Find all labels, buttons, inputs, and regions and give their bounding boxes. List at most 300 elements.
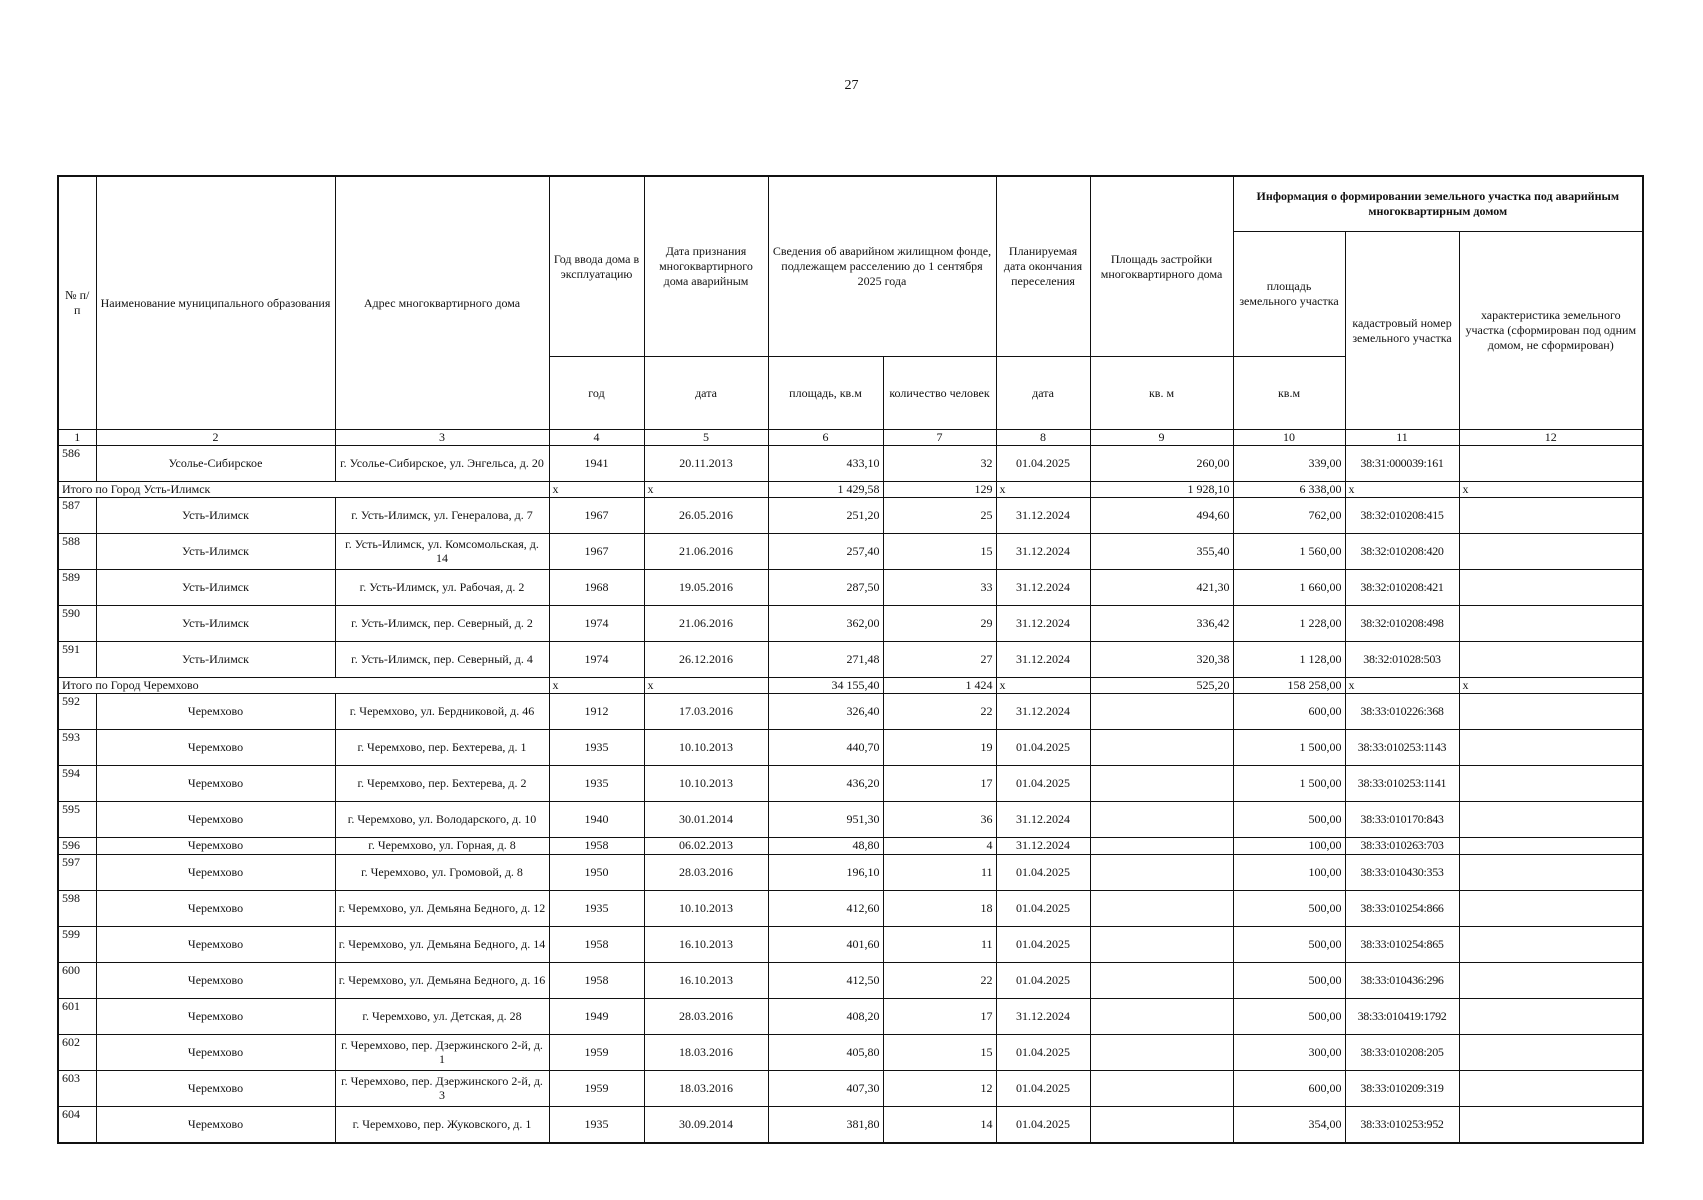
people-cell: 11	[883, 855, 996, 891]
table-row	[58, 999, 1643, 1035]
table-row	[58, 802, 1643, 838]
municipality-cell: Черемхово	[96, 855, 335, 891]
municipality-cell: Усть-Илимск	[96, 570, 335, 606]
header-fund-info: Сведения об аварийном жилищном фонде, подлежащем расселению до 1 сентября 2025 года	[768, 176, 996, 357]
table-row	[58, 963, 1643, 999]
people-cell: 17	[883, 766, 996, 802]
row-index: 594	[58, 766, 96, 802]
area-cell: 48,80	[768, 838, 883, 855]
built-area-cell: 421,30	[1090, 570, 1233, 606]
column-number: 3	[335, 430, 549, 446]
header-index: № п/п	[58, 176, 96, 430]
cadastral-cell: 38:33:010208:205	[1345, 1035, 1459, 1071]
built-area-cell	[1090, 802, 1233, 838]
people-cell: 12	[883, 1071, 996, 1107]
municipality-cell: Черемхово	[96, 766, 335, 802]
year-cell: 1967	[549, 534, 644, 570]
recognition-date-cell: 18.03.2016	[644, 1035, 768, 1071]
land-char-cell	[1459, 855, 1643, 891]
subtotal-land-char: x	[1459, 678, 1643, 694]
land-char-cell	[1459, 927, 1643, 963]
row-index: 599	[58, 927, 96, 963]
area-cell: 436,20	[768, 766, 883, 802]
year-cell: 1935	[549, 730, 644, 766]
header-land-area: площадь земельного участка	[1233, 232, 1345, 357]
people-cell: 25	[883, 498, 996, 534]
column-number: 6	[768, 430, 883, 446]
address-cell: г. Черемхово, ул. Володарского, д. 10	[335, 802, 549, 838]
cadastral-cell: 38:33:010226:368	[1345, 694, 1459, 730]
row-index: 600	[58, 963, 96, 999]
land-area-cell: 100,00	[1233, 855, 1345, 891]
year-cell: 1959	[549, 1071, 644, 1107]
area-cell: 412,50	[768, 963, 883, 999]
municipality-cell: Черемхово	[96, 802, 335, 838]
built-area-cell	[1090, 730, 1233, 766]
land-area-cell: 600,00	[1233, 694, 1345, 730]
plan-date-cell: 01.04.2025	[996, 766, 1090, 802]
column-number: 4	[549, 430, 644, 446]
cadastral-cell: 38:33:010254:865	[1345, 927, 1459, 963]
plan-date-cell: 01.04.2025	[996, 855, 1090, 891]
cadastral-cell: 38:33:010436:296	[1345, 963, 1459, 999]
area-cell: 362,00	[768, 606, 883, 642]
year-cell: 1935	[549, 766, 644, 802]
year-cell: 1940	[549, 802, 644, 838]
column-number: 1	[58, 430, 96, 446]
people-cell: 33	[883, 570, 996, 606]
land-char-cell	[1459, 570, 1643, 606]
recognition-date-cell: 10.10.2013	[644, 891, 768, 927]
plan-date-cell: 01.04.2025	[996, 1071, 1090, 1107]
table-row	[58, 534, 1643, 570]
recognition-date-cell: 20.11.2013	[644, 446, 768, 482]
year-cell: 1912	[549, 694, 644, 730]
recognition-date-cell: 28.03.2016	[644, 999, 768, 1035]
table-row	[58, 570, 1643, 606]
table-row	[58, 1107, 1643, 1144]
land-area-cell: 354,00	[1233, 1107, 1345, 1144]
table-row	[58, 838, 1643, 855]
subtotal-row	[58, 482, 1643, 498]
recognition-date-cell: 18.03.2016	[644, 1071, 768, 1107]
land-char-cell	[1459, 999, 1643, 1035]
row-index: 588	[58, 534, 96, 570]
people-cell: 19	[883, 730, 996, 766]
people-cell: 18	[883, 891, 996, 927]
built-area-cell	[1090, 855, 1233, 891]
year-cell: 1974	[549, 642, 644, 678]
address-cell: г. Черемхово, пер. Жуковского, д. 1	[335, 1107, 549, 1144]
row-index: 603	[58, 1071, 96, 1107]
address-cell: г. Черемхово, ул. Демьяна Бедного, д. 14	[335, 927, 549, 963]
subtotal-built-area: 1 928,10	[1090, 482, 1233, 498]
unit-land-area: кв.м	[1233, 357, 1345, 430]
area-cell: 287,50	[768, 570, 883, 606]
column-number: 9	[1090, 430, 1233, 446]
row-index: 593	[58, 730, 96, 766]
plan-date-cell: 01.04.2025	[996, 446, 1090, 482]
row-index: 590	[58, 606, 96, 642]
area-cell: 951,30	[768, 802, 883, 838]
address-cell: г. Усть-Илимск, ул. Генералова, д. 7	[335, 498, 549, 534]
land-area-cell: 1 128,00	[1233, 642, 1345, 678]
area-cell: 196,10	[768, 855, 883, 891]
municipality-cell: Усолье-Сибирское	[96, 446, 335, 482]
header-plan-date: Планируемая дата окончания переселения	[996, 176, 1090, 357]
table-header	[58, 176, 1643, 430]
unit-plan-date: дата	[996, 357, 1090, 430]
row-index: 587	[58, 498, 96, 534]
table-row	[58, 446, 1643, 482]
plan-date-cell: 31.12.2024	[996, 534, 1090, 570]
row-index: 601	[58, 999, 96, 1035]
people-cell: 22	[883, 694, 996, 730]
plan-date-cell: 31.12.2024	[996, 999, 1090, 1035]
area-cell: 381,80	[768, 1107, 883, 1144]
header-municipality: Наименование муниципального образования	[96, 176, 335, 430]
column-number: 8	[996, 430, 1090, 446]
recognition-date-cell: 16.10.2013	[644, 927, 768, 963]
cadastral-cell: 38:33:010419:1792	[1345, 999, 1459, 1035]
subtotal-land-char: x	[1459, 482, 1643, 498]
land-char-cell	[1459, 963, 1643, 999]
address-cell: г. Черемхово, пер. Дзержинского 2-й, д. 1	[335, 1035, 549, 1071]
cadastral-cell: 38:33:010254:866	[1345, 891, 1459, 927]
row-index: 592	[58, 694, 96, 730]
area-cell: 412,60	[768, 891, 883, 927]
land-area-cell: 762,00	[1233, 498, 1345, 534]
land-char-cell	[1459, 606, 1643, 642]
row-index: 597	[58, 855, 96, 891]
municipality-cell: Усть-Илимск	[96, 642, 335, 678]
recognition-date-cell: 06.02.2013	[644, 838, 768, 855]
land-area-cell: 1 228,00	[1233, 606, 1345, 642]
table-row	[58, 927, 1643, 963]
table-row	[58, 642, 1643, 678]
municipality-cell: Черемхово	[96, 730, 335, 766]
built-area-cell: 494,60	[1090, 498, 1233, 534]
subtotal-land-area: 158 258,00	[1233, 678, 1345, 694]
address-cell: г. Черемхово, ул. Бердниковой, д. 46	[335, 694, 549, 730]
year-cell: 1958	[549, 963, 644, 999]
unit-area: площадь, кв.м	[768, 357, 883, 430]
subtotal-date: x	[644, 482, 768, 498]
municipality-cell: Усть-Илимск	[96, 606, 335, 642]
land-area-cell: 500,00	[1233, 802, 1345, 838]
header-land-info: Информация о формировании земельного участка под аварийным многоквартирным домом	[1233, 176, 1643, 232]
year-cell: 1974	[549, 606, 644, 642]
cadastral-cell: 38:32:010208:421	[1345, 570, 1459, 606]
column-number: 12	[1459, 430, 1643, 446]
plan-date-cell: 01.04.2025	[996, 963, 1090, 999]
municipality-cell: Черемхово	[96, 1071, 335, 1107]
cadastral-cell: 38:33:010253:1141	[1345, 766, 1459, 802]
column-number: 11	[1345, 430, 1459, 446]
built-area-cell	[1090, 766, 1233, 802]
land-char-cell	[1459, 730, 1643, 766]
cadastral-cell: 38:32:010208:498	[1345, 606, 1459, 642]
area-cell: 271,48	[768, 642, 883, 678]
land-area-cell: 500,00	[1233, 999, 1345, 1035]
subtotal-label: Итого по Город Черемхово	[58, 678, 549, 694]
municipality-cell: Черемхово	[96, 999, 335, 1035]
subtotal-row	[58, 678, 1643, 694]
row-index: 602	[58, 1035, 96, 1071]
land-char-cell	[1459, 446, 1643, 482]
plan-date-cell: 31.12.2024	[996, 570, 1090, 606]
plan-date-cell: 01.04.2025	[996, 927, 1090, 963]
subtotal-area: 34 155,40	[768, 678, 883, 694]
row-index: 598	[58, 891, 96, 927]
recognition-date-cell: 28.03.2016	[644, 855, 768, 891]
address-cell: г. Усть-Илимск, пер. Северный, д. 4	[335, 642, 549, 678]
header-year: Год ввода дома в эксплуатацию	[549, 176, 644, 357]
built-area-cell	[1090, 1107, 1233, 1144]
land-char-cell	[1459, 1071, 1643, 1107]
subtotal-year: x	[549, 678, 644, 694]
header-recognition-date: Дата признания многоквартирного дома аварийным	[644, 176, 768, 357]
area-cell: 433,10	[768, 446, 883, 482]
people-cell: 22	[883, 963, 996, 999]
cadastral-cell: 38:33:010430:353	[1345, 855, 1459, 891]
address-cell: г. Черемхово, ул. Демьяна Бедного, д. 12	[335, 891, 549, 927]
cadastral-cell: 38:33:010170:843	[1345, 802, 1459, 838]
plan-date-cell: 31.12.2024	[996, 498, 1090, 534]
land-area-cell: 1 500,00	[1233, 730, 1345, 766]
municipality-cell: Усть-Илимск	[96, 498, 335, 534]
built-area-cell	[1090, 694, 1233, 730]
page-number: 27	[844, 78, 859, 93]
cadastral-cell: 38:31:000039:161	[1345, 446, 1459, 482]
address-cell: г. Черемхово, ул. Демьяна Бедного, д. 16	[335, 963, 549, 999]
plan-date-cell: 31.12.2024	[996, 642, 1090, 678]
address-cell: г. Черемхово, пер. Бехтерева, д. 2	[335, 766, 549, 802]
land-area-cell: 339,00	[1233, 446, 1345, 482]
recognition-date-cell: 19.05.2016	[644, 570, 768, 606]
land-area-cell: 300,00	[1233, 1035, 1345, 1071]
year-cell: 1935	[549, 891, 644, 927]
people-cell: 17	[883, 999, 996, 1035]
year-cell: 1949	[549, 999, 644, 1035]
table-row	[58, 1071, 1643, 1107]
plan-date-cell: 01.04.2025	[996, 1035, 1090, 1071]
year-cell: 1959	[549, 1035, 644, 1071]
column-number: 2	[96, 430, 335, 446]
municipality-cell: Черемхово	[96, 963, 335, 999]
land-area-cell: 100,00	[1233, 838, 1345, 855]
area-cell: 408,20	[768, 999, 883, 1035]
people-cell: 14	[883, 1107, 996, 1144]
area-cell: 440,70	[768, 730, 883, 766]
built-area-cell	[1090, 999, 1233, 1035]
table-row	[58, 766, 1643, 802]
land-area-cell: 1 660,00	[1233, 570, 1345, 606]
column-number-row	[58, 430, 1643, 446]
emergency-housing-table	[57, 175, 1644, 1144]
area-cell: 251,20	[768, 498, 883, 534]
address-cell: г. Усть-Илимск, ул. Комсомольская, д. 14	[335, 534, 549, 570]
people-cell: 15	[883, 1035, 996, 1071]
area-cell: 405,80	[768, 1035, 883, 1071]
municipality-cell: Черемхово	[96, 927, 335, 963]
unit-date: дата	[644, 357, 768, 430]
plan-date-cell: 01.04.2025	[996, 891, 1090, 927]
land-char-cell	[1459, 1035, 1643, 1071]
built-area-cell	[1090, 891, 1233, 927]
recognition-date-cell: 26.05.2016	[644, 498, 768, 534]
table-row	[58, 891, 1643, 927]
plan-date-cell: 31.12.2024	[996, 838, 1090, 855]
table-row	[58, 606, 1643, 642]
land-area-cell: 600,00	[1233, 1071, 1345, 1107]
table-row	[58, 498, 1643, 534]
row-index: 586	[58, 446, 96, 482]
column-number: 7	[883, 430, 996, 446]
address-cell: г. Черемхово, пер. Бехтерева, д. 1	[335, 730, 549, 766]
built-area-cell: 336,42	[1090, 606, 1233, 642]
plan-date-cell: 31.12.2024	[996, 802, 1090, 838]
built-area-cell	[1090, 927, 1233, 963]
subtotal-date: x	[644, 678, 768, 694]
column-number: 10	[1233, 430, 1345, 446]
unit-people: количество человек	[883, 357, 996, 430]
unit-built-area: кв. м	[1090, 357, 1233, 430]
table-row	[58, 1035, 1643, 1071]
plan-date-cell: 01.04.2025	[996, 1107, 1090, 1144]
people-cell: 29	[883, 606, 996, 642]
subtotal-label: Итого по Город Усть-Илимск	[58, 482, 549, 498]
unit-year: год	[549, 357, 644, 430]
row-index: 604	[58, 1107, 96, 1144]
built-area-cell	[1090, 838, 1233, 855]
recognition-date-cell: 10.10.2013	[644, 766, 768, 802]
cadastral-cell: 38:32:01028:503	[1345, 642, 1459, 678]
built-area-cell	[1090, 1071, 1233, 1107]
recognition-date-cell: 30.01.2014	[644, 802, 768, 838]
municipality-cell: Черемхово	[96, 694, 335, 730]
built-area-cell	[1090, 963, 1233, 999]
subtotal-plan-date: x	[996, 482, 1090, 498]
address-cell: г. Усолье-Сибирское, ул. Энгельса, д. 20	[335, 446, 549, 482]
people-cell: 4	[883, 838, 996, 855]
table-row	[58, 694, 1643, 730]
column-number: 5	[644, 430, 768, 446]
header-address: Адрес многоквартирного дома	[335, 176, 549, 430]
year-cell: 1967	[549, 498, 644, 534]
recognition-date-cell: 16.10.2013	[644, 963, 768, 999]
address-cell: г. Усть-Илимск, ул. Рабочая, д. 2	[335, 570, 549, 606]
people-cell: 11	[883, 927, 996, 963]
table-row	[58, 730, 1643, 766]
land-char-cell	[1459, 802, 1643, 838]
year-cell: 1958	[549, 927, 644, 963]
header-built-area: Площадь застройки многоквартирного дома	[1090, 176, 1233, 357]
built-area-cell: 260,00	[1090, 446, 1233, 482]
people-cell: 15	[883, 534, 996, 570]
year-cell: 1958	[549, 838, 644, 855]
recognition-date-cell: 21.06.2016	[644, 534, 768, 570]
land-area-cell: 1 500,00	[1233, 766, 1345, 802]
subtotal-plan-date: x	[996, 678, 1090, 694]
land-char-cell	[1459, 642, 1643, 678]
year-cell: 1935	[549, 1107, 644, 1144]
land-char-cell	[1459, 1107, 1643, 1144]
recognition-date-cell: 26.12.2016	[644, 642, 768, 678]
land-char-cell	[1459, 498, 1643, 534]
address-cell: г. Черемхово, ул. Горная, д. 8	[335, 838, 549, 855]
municipality-cell: Черемхово	[96, 891, 335, 927]
land-char-cell	[1459, 838, 1643, 855]
built-area-cell: 320,38	[1090, 642, 1233, 678]
area-cell: 401,60	[768, 927, 883, 963]
cadastral-cell: 38:33:010209:319	[1345, 1071, 1459, 1107]
recognition-date-cell: 10.10.2013	[644, 730, 768, 766]
subtotal-cadastral: x	[1345, 482, 1459, 498]
people-cell: 27	[883, 642, 996, 678]
table-body	[58, 430, 1643, 1144]
subtotal-area: 1 429,58	[768, 482, 883, 498]
area-cell: 407,30	[768, 1071, 883, 1107]
address-cell: г. Усть-Илимск, пер. Северный, д. 2	[335, 606, 549, 642]
land-area-cell: 1 560,00	[1233, 534, 1345, 570]
built-area-cell: 355,40	[1090, 534, 1233, 570]
area-cell: 257,40	[768, 534, 883, 570]
people-cell: 32	[883, 446, 996, 482]
land-area-cell: 500,00	[1233, 963, 1345, 999]
plan-date-cell: 31.12.2024	[996, 606, 1090, 642]
built-area-cell	[1090, 1035, 1233, 1071]
row-index: 591	[58, 642, 96, 678]
year-cell: 1941	[549, 446, 644, 482]
land-area-cell: 500,00	[1233, 891, 1345, 927]
row-index: 589	[58, 570, 96, 606]
plan-date-cell: 01.04.2025	[996, 730, 1090, 766]
area-cell: 326,40	[768, 694, 883, 730]
subtotal-people: 1 424	[883, 678, 996, 694]
land-char-cell	[1459, 694, 1643, 730]
cadastral-cell: 38:33:010263:703	[1345, 838, 1459, 855]
land-char-cell	[1459, 891, 1643, 927]
year-cell: 1968	[549, 570, 644, 606]
recognition-date-cell: 21.06.2016	[644, 606, 768, 642]
land-char-cell	[1459, 534, 1643, 570]
recognition-date-cell: 17.03.2016	[644, 694, 768, 730]
subtotal-people: 129	[883, 482, 996, 498]
address-cell: г. Черемхово, ул. Громовой, д. 8	[335, 855, 549, 891]
recognition-date-cell: 30.09.2014	[644, 1107, 768, 1144]
plan-date-cell: 31.12.2024	[996, 694, 1090, 730]
people-cell: 36	[883, 802, 996, 838]
row-index: 596	[58, 838, 96, 855]
address-cell: г. Черемхово, ул. Детская, д. 28	[335, 999, 549, 1035]
municipality-cell: Усть-Илимск	[96, 534, 335, 570]
header-cadastral: кадастровый номер земельного участка	[1345, 232, 1459, 430]
cadastral-cell: 38:33:010253:1143	[1345, 730, 1459, 766]
subtotal-year: x	[549, 482, 644, 498]
year-cell: 1950	[549, 855, 644, 891]
cadastral-cell: 38:33:010253:952	[1345, 1107, 1459, 1144]
land-area-cell: 500,00	[1233, 927, 1345, 963]
table-row	[58, 855, 1643, 891]
cadastral-cell: 38:32:010208:420	[1345, 534, 1459, 570]
cadastral-cell: 38:32:010208:415	[1345, 498, 1459, 534]
header-land-char: характеристика земельного участка (сформирован под одним домом, не сформирован)	[1459, 232, 1643, 430]
municipality-cell: Черемхово	[96, 1035, 335, 1071]
row-index: 595	[58, 802, 96, 838]
municipality-cell: Черемхово	[96, 1107, 335, 1144]
subtotal-built-area: 525,20	[1090, 678, 1233, 694]
